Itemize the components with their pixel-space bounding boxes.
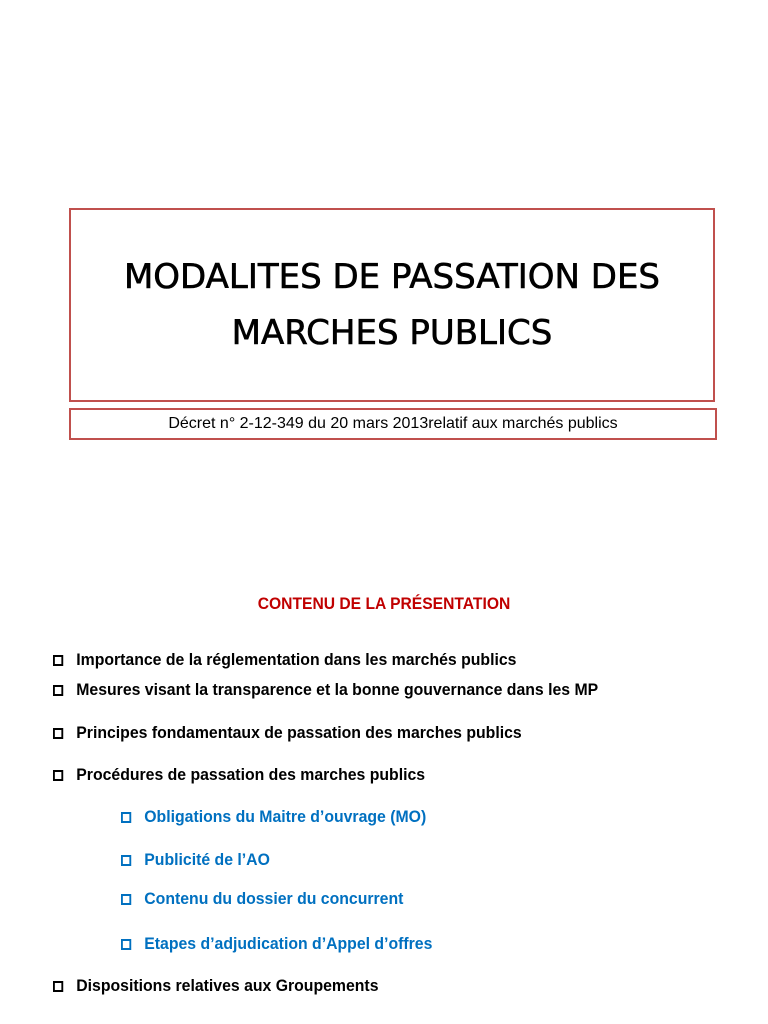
hollow-square-icon bbox=[53, 770, 63, 781]
toc-sub-item bbox=[121, 934, 432, 954]
toc-item bbox=[53, 976, 378, 996]
toc-sub-item-label: Contenu du dossier du concurrent bbox=[144, 889, 404, 908]
toc-sub-item-label: Publicité de l’AO bbox=[144, 850, 270, 869]
hollow-square-icon bbox=[121, 894, 131, 905]
toc-heading: CONTENU DE LA PRÉSENTATION bbox=[257, 594, 511, 613]
toc-item bbox=[53, 765, 425, 785]
document-subtitle: Décret n° 2-12-349 du 20 mars 2013relatif aux marchés publics bbox=[168, 415, 618, 432]
hollow-square-icon bbox=[53, 728, 63, 739]
hollow-square-icon bbox=[53, 685, 63, 696]
hollow-square-icon bbox=[121, 939, 131, 950]
document-title bbox=[114, 249, 670, 361]
title-line-2: MARCHES PUBLICS bbox=[231, 313, 553, 353]
subtitle-frame bbox=[69, 408, 717, 440]
toc-item bbox=[53, 723, 522, 743]
toc-item-label: Importance de la réglementation dans les marchés publics bbox=[76, 650, 517, 669]
hollow-square-icon bbox=[53, 655, 63, 666]
hollow-square-icon bbox=[121, 855, 131, 866]
toc-sub-item-label: Obligations du Maitre d’ouvrage (MO) bbox=[144, 807, 427, 826]
hollow-square-icon bbox=[53, 981, 63, 992]
toc-item-label: Procédures de passation des marches publics bbox=[76, 765, 426, 784]
toc-sub-item-label: Etapes d’adjudication d’Appel d’offres bbox=[144, 934, 433, 953]
toc-item-label: Mesures visant la transparence et la bonne gouvernance dans les MP bbox=[76, 680, 599, 699]
title-frame bbox=[69, 208, 715, 402]
toc-item bbox=[53, 650, 516, 670]
toc-sub-item bbox=[121, 850, 270, 870]
toc-sub-item bbox=[121, 889, 403, 909]
hollow-square-icon bbox=[121, 812, 131, 823]
toc-item bbox=[53, 680, 598, 700]
toc-item-label: Dispositions relatives aux Groupements bbox=[76, 976, 379, 995]
title-line-1: MODALITES DE PASSATION DES bbox=[123, 257, 661, 297]
toc-sub-item bbox=[121, 807, 426, 827]
toc-item-label: Principes fondamentaux de passation des marches publics bbox=[76, 723, 522, 742]
